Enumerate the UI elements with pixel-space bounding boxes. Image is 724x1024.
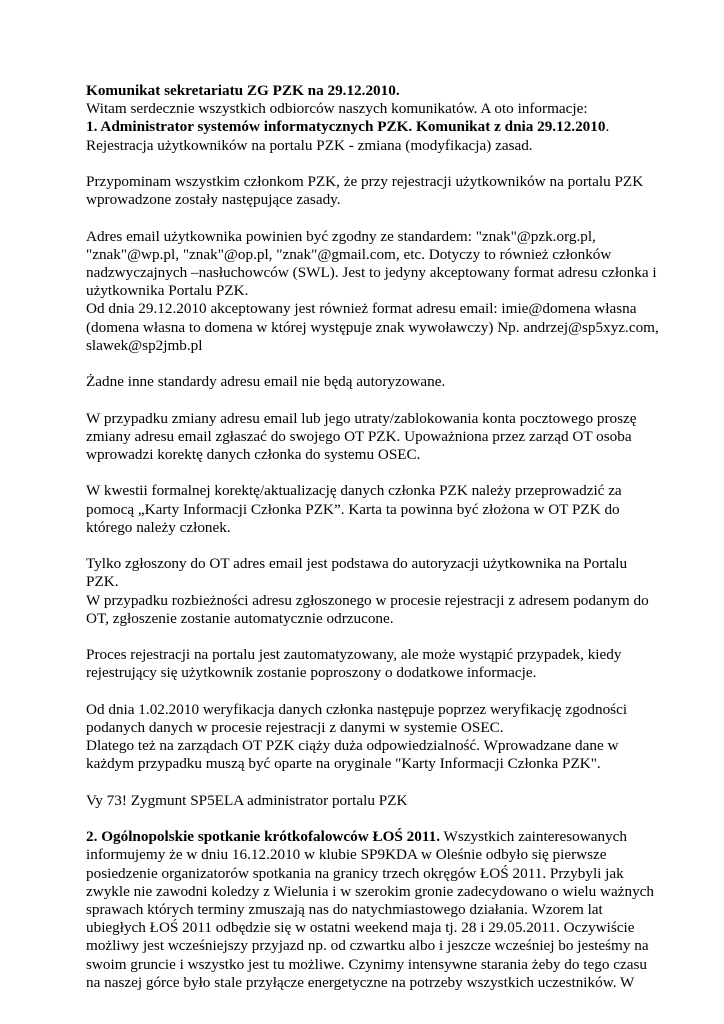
text-line: Dlatego też na zarządach OT PZK ciąży duża odpowiedzialność. Wprowadzane dane w [86, 737, 619, 755]
paragraph-gap [86, 155, 644, 173]
text-line: Od dnia 29.12.2010 akceptowany jest również format adresu email: imie@domena własna [86, 300, 637, 318]
text-line: swoim gruncie i wszystko jest tu możliwe. Czynimy intensywne starania żeby do tego czasu [86, 955, 647, 973]
paragraph-8 [86, 701, 644, 774]
text-line: możliwy jest wcześniejszy przyjazd np. od czwartku albo i jeszcze wcześniej bo jesteśmy na [86, 937, 649, 955]
paragraph-gap [86, 537, 644, 555]
text-line: Żadne inne standardy adresu email nie będą autoryzowane. [86, 373, 446, 391]
text-line: W przypadku rozbieżności adresu zgłoszonego w procesie rejestracji z adresem podanym do [86, 591, 649, 609]
text-line: rejestrujący się użytkownik zostanie poproszony o dodatkowe informacje. [86, 664, 537, 682]
text-line: którego należy członek. [86, 518, 231, 536]
paragraph-3 [86, 373, 644, 391]
greeting-line: Witam serdecznie wszystkich odbiorców naszych komunikatów. A oto informacje: [86, 100, 588, 118]
text-line: użytkownika Portalu PZK. [86, 282, 249, 300]
text-line: Od dnia 1.02.2010 weryfikacja danych członka następuje poprzez weryfikację zgodności [86, 700, 628, 718]
section-2-title: 2. Ogólnopolskie spotkanie krótkofalowców ŁOŚ 2011. [86, 828, 441, 846]
paragraph-4 [86, 410, 644, 465]
text-line: pomocą „Karty Informacji Członka PZK”. Karta ta powinna być złożona w OT PZK do [86, 500, 620, 518]
text-line: Tylko zgłoszony do OT adres email jest podstawa do autoryzacji użytkownika na Portalu [86, 555, 628, 573]
text-line: wprowadzone zostały następujące zasady. [86, 191, 341, 209]
paragraph-2 [86, 227, 659, 355]
text-line: "znak"@wp.pl, "znak"@op.pl, "znak"@gmail.com, etc. Dotyczy to również członków [86, 245, 612, 263]
text-line: podanych danych w procesie rejestracji z danymi w systemie OSEC. [86, 718, 504, 736]
text-line: OT, zgłoszenie zostanie automatycznie odrzucone. [86, 609, 394, 627]
text-line: Proces rejestracji na portalu jest zautomatyzowany, ale może wystąpić przypadek, kiedy [86, 646, 622, 664]
text-line: PZK. [86, 573, 119, 591]
paragraph-gap [86, 774, 644, 792]
text-line: slawek@sp2jmb.pl [86, 336, 203, 354]
text-line: zmiany adresu email zgłaszać do swojego OT PZK. Upoważniona przez zarząd OT osoba [86, 427, 632, 445]
text-line: wprowadzi korektę danych członka do systemu OSEC. [86, 446, 421, 463]
section-2 [86, 828, 655, 992]
paragraph-gap [86, 355, 644, 373]
paragraph-gap [86, 209, 644, 227]
section-1-subtitle: Rejestracja użytkowników na portalu PZK - zmiana (modyfikacja) zasad. [86, 136, 533, 154]
paragraph-gap [86, 683, 644, 701]
text-line: każdym przypadku muszą być oparte na oryginale "Karty Informacji Członka PZK". [86, 755, 601, 773]
text-line: zwykle nie zawodni koledzy z Wielunia i w szerokim gronie zadecydowano o wielu ważnych [86, 882, 655, 900]
section-1-title-tail: . [605, 118, 610, 136]
paragraph-5 [86, 482, 644, 537]
text-line: nadzwyczajnych –nasłuchowców (SWL). Jest to jedyny akceptowany format adresu członka i [86, 264, 657, 281]
paragraph-6 [86, 555, 649, 628]
paragraph-7 [86, 646, 644, 682]
section-1-title-line [86, 118, 644, 136]
text-line: ubiegłych ŁOŚ 2011 odbędzie się w ostatni weekend maja tj. 28 i 29.05.2011. Oczywiście [86, 919, 635, 937]
text-line: posiedzenie organizatorów spotkania na granicy trzech okręgów ŁOŚ 2011. Przybyli jak [86, 864, 624, 882]
signature: Vy 73! Zygmunt SP5ELA administrator portalu PZK [86, 791, 408, 809]
paragraph-gap [86, 810, 644, 828]
section-2-title-tail: Wszystkich zainteresowanych [440, 828, 627, 846]
section-1-title: 1. Administrator systemów informatycznych PZK. Komunikat z dnia 29.12.2010 [86, 118, 606, 136]
paragraph-1 [86, 173, 644, 209]
paragraph-gap [86, 391, 644, 409]
text-line: na naszej górce było stale przyłącze energetyczne na potrzeby wszystkich uczestników. W [86, 973, 635, 991]
paragraph-gap [86, 628, 644, 646]
section-2-first-line [86, 828, 644, 846]
paragraph-gap [86, 464, 644, 482]
text-line: informujemy że w dniu 16.12.2010 w klubie SP9KDA w Oleśnie odbyło się pierwsze [86, 846, 607, 864]
text-line: W przypadku zmiany adresu email lub jego utraty/zablokowania konta pocztowego proszę [86, 409, 637, 427]
text-line: W kwestii formalnej korektę/aktualizację danych członka PZK należy przeprowadzić za [86, 482, 622, 500]
text-line: Adres email użytkownika powinien być zgodny ze standardem: "znak"@pzk.org.pl, [86, 227, 596, 245]
text-line: (domena własna to domena w której występuje znak wywoławczy) Np. andrzej@sp5xyz.com, [86, 318, 659, 336]
text-line: sprawach których terminy zmuszają nas do natychmiastowego działania. Wzorem lat [86, 900, 603, 918]
text-line: Przypominam wszystkim członkom PZK, że przy rejestracji użytkowników na portalu PZK [86, 173, 644, 190]
document-heading: Komunikat sekretariatu ZG PZK na 29.12.2010. [86, 82, 400, 99]
